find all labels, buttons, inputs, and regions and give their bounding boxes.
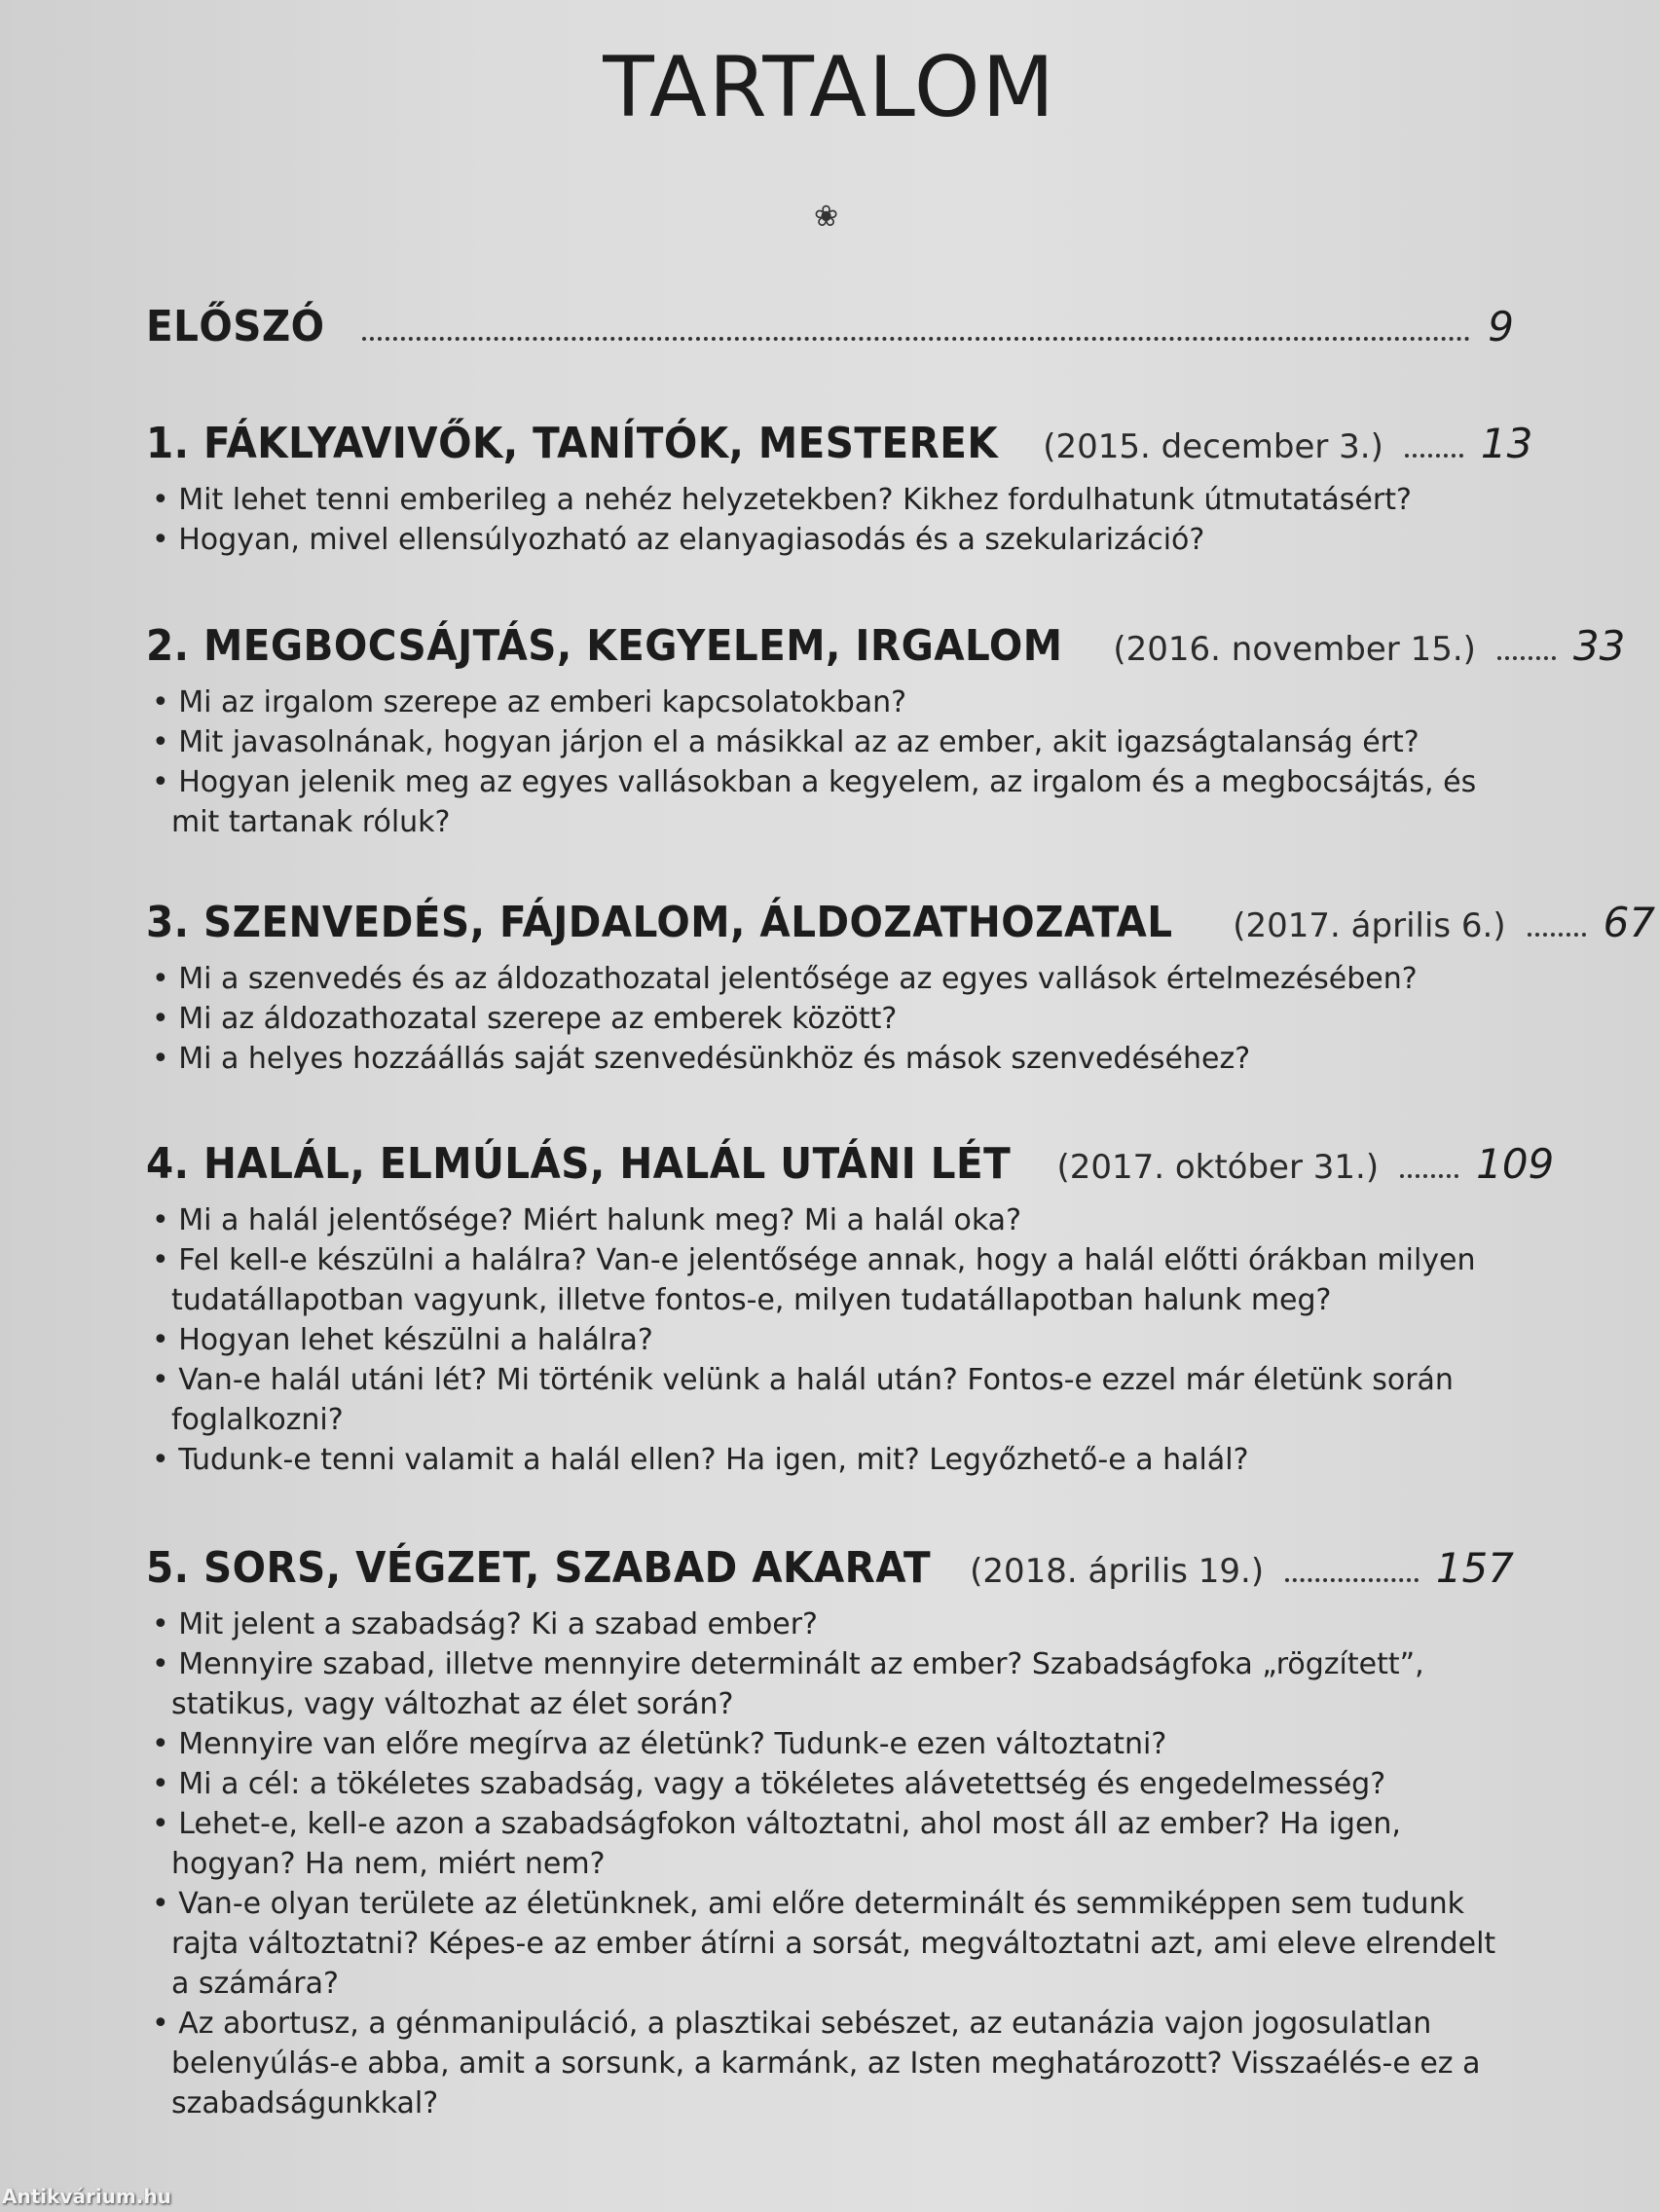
chapter-date: (2016. november 15.) [1113, 630, 1476, 669]
question-item: • Hogyan, mivel ellensúlyozható az elanyagiasodás és a szekularizáció? [146, 520, 1514, 560]
question-item: • Lehet-e, kell-e azon a szabadságfokon változtatni, ahol most áll az ember? Ha igen, hogyan? Ha nem, miért nem? [146, 1804, 1514, 1884]
chapter-title: 4. HALÁL, ELMÚLÁS, HALÁL UTÁNI LÉT [146, 1139, 1012, 1189]
question-list [146, 480, 1514, 560]
entry-title: ELŐSZÓ [146, 302, 325, 351]
question-item: • Mi a helyes hozzáállás saját szenvedésünkhöz és mások szenvedéséhez? [146, 1039, 1514, 1079]
toc-chapter [146, 1139, 1555, 1480]
question-list [146, 1604, 1514, 2123]
question-list [146, 959, 1514, 1079]
chapter-date: (2018. április 19.) [970, 1552, 1265, 1591]
question-item: • Mi a halál jelentősége? Miért halunk meg? Mi a halál oka? [146, 1200, 1514, 1240]
question-item: • Mit jelent a szabadság? Ki a szabad ember? [146, 1604, 1514, 1644]
question-item: • Tudunk-e tenni valamit a halál ellen? Ha igen, mit? Legyőzhető-e a halál? [146, 1440, 1514, 1480]
question-item: • Fel kell-e készülni a halálra? Van-e jelentősége annak, hogy a halál előtti órákban milyen tudatállapotban vagyunk, illetve fontos-e, milyen tudatállapotban halunk meg? [146, 1240, 1514, 1320]
toc-chapter [146, 621, 1626, 842]
question-list [146, 1200, 1514, 1480]
chapter-title: 2. MEGBOCSÁJTÁS, KEGYELEM, IRGALOM [146, 621, 1063, 671]
chapter-title: 3. SZENVEDÉS, FÁJDALOM, ÁLDOZATHOZATAL [146, 898, 1173, 947]
chapter-date: (2015. december 3.) [1043, 427, 1383, 466]
page-number: 9 [1488, 303, 1514, 350]
question-list [146, 682, 1514, 842]
question-item: • Hogyan jelenik meg az egyes vallásokban a kegyelem, az irgalom és a megbocsájtás, és mit tartanak róluk? [146, 762, 1514, 842]
question-item: • Mit javasolnának, hogyan járjon el a másikkal az az ember, akit igazságtalanság ért? [146, 722, 1514, 762]
chapter-date: (2017. április 6.) [1233, 906, 1506, 945]
question-item: • Mi az áldozathozatal szerepe az emberek között? [146, 999, 1514, 1039]
leader-dots [1405, 454, 1463, 458]
chapter-title: 5. SORS, VÉGZET, SZABAD AKARAT [146, 1543, 932, 1593]
chapter-title: 1. FÁKLYAVIVŐK, TANÍTÓK, MESTEREK [146, 419, 999, 468]
leader-dots [1497, 656, 1556, 660]
chapter-date: (2017. október 31.) [1056, 1148, 1380, 1187]
question-item: • Van-e olyan területe az életünknek, ami előre determinált és semmiképpen sem tudunk rajta változtatni? Képes-e az ember átírni a sorsát, megváltoztatni azt, ami eleve elrendelt a számára? [146, 1884, 1514, 2004]
question-item: • Az abortusz, a génmanipuláció, a plasztikai sebészet, az eutanázia vajon jogosulatlan belenyúlás-e abba, amit a sorsunk, a karmánk, az Isten meghatározott? Visszaélés-e ez a szabadságunkkal? [146, 2004, 1514, 2123]
ornament-icon: ❀ [814, 200, 839, 234]
leader-dots [1528, 933, 1586, 937]
toc-entry-preface [146, 302, 1514, 351]
leader-dots [362, 337, 1471, 341]
question-item: • Mit lehet tenni emberileg a nehéz helyzetekben? Kikhez fordulhatunk útmutatásért? [146, 480, 1514, 520]
page-title: TARTALOM [603, 39, 1056, 136]
page-number: 67 [1603, 899, 1656, 946]
page-number: 157 [1435, 1544, 1514, 1592]
leader-dots [1285, 1578, 1419, 1582]
question-item: • Mi az irgalom szerepe az emberi kapcsolatokban? [146, 682, 1514, 722]
question-item: • Mennyire szabad, illetve mennyire determinált az ember? Szabadságfoka „rögzített”, statikus, vagy változhat az élet során? [146, 1644, 1514, 1724]
page-number: 33 [1572, 622, 1626, 670]
question-item: • Mi a cél: a tökéletes szabadság, vagy a tökéletes alávetettség és engedelmesség? [146, 1764, 1514, 1804]
question-item: • Van-e halál utáni lét? Mi történik velünk a halál után? Fontos-e ezzel már életünk során foglalkozni? [146, 1360, 1514, 1440]
toc-chapter [146, 898, 1656, 1079]
page-number: 13 [1480, 420, 1533, 467]
toc-chapter [146, 419, 1533, 560]
question-item: • Mennyire van előre megírva az életünk? Tudunk-e ezen változtatni? [146, 1724, 1514, 1764]
watermark: Antikvárium.hu [2, 2185, 171, 2208]
question-item: • Hogyan lehet készülni a halálra? [146, 1320, 1514, 1360]
leader-dots [1400, 1174, 1458, 1178]
question-item: • Mi a szenvedés és az áldozathozatal jelentősége az egyes vallások értelmezésében? [146, 959, 1514, 999]
page-number: 109 [1476, 1140, 1555, 1188]
toc-chapter [146, 1543, 1514, 2123]
